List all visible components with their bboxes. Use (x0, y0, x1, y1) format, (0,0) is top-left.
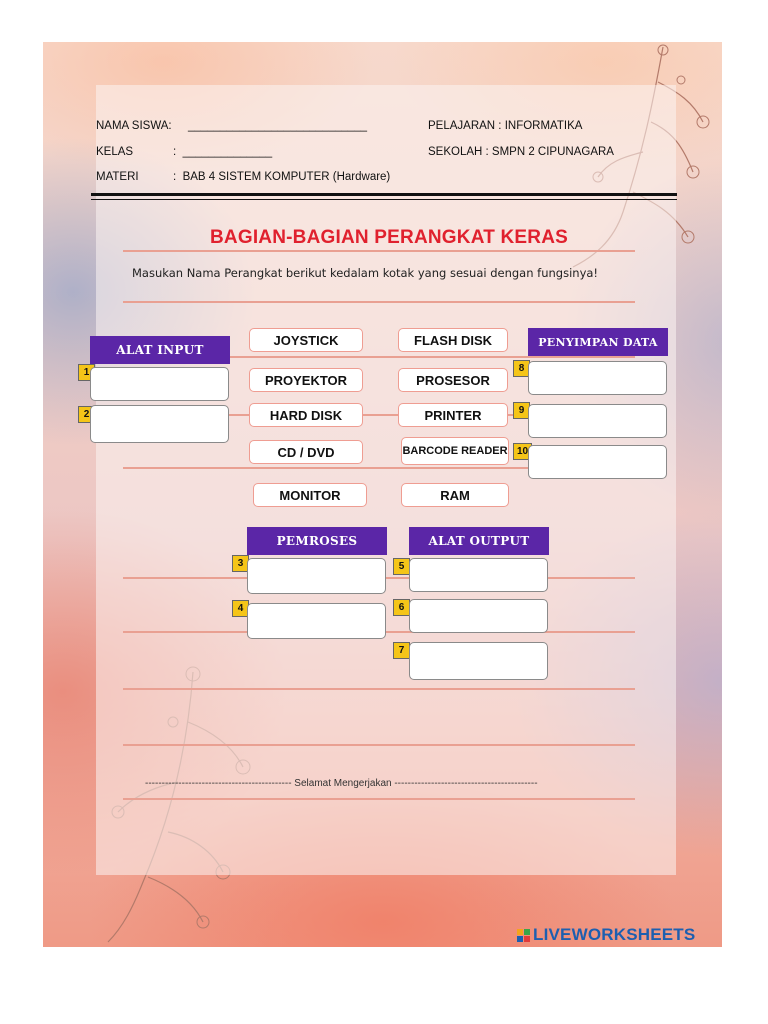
answer-number-badge: 3 (232, 555, 249, 572)
answer-box-1[interactable] (90, 367, 229, 401)
answer-box-2[interactable] (90, 405, 229, 443)
answer-number-badge: 5 (393, 558, 410, 575)
category-alat-input-header: ALAT INPUT (90, 336, 230, 364)
option-printer[interactable]: PRINTER (398, 403, 508, 427)
category-pemroses-header: PEMROSES (247, 527, 387, 555)
answer-box-3[interactable] (247, 558, 386, 594)
header-divider-thin (91, 199, 677, 200)
option-barcode-reader[interactable]: BARCODE READER (401, 437, 509, 465)
option-monitor[interactable]: MONITOR (253, 483, 367, 507)
answer-number-badge: 2 (78, 406, 95, 423)
ruled-line (123, 744, 635, 746)
option-flash-disk[interactable]: FLASH DISK (398, 328, 508, 352)
answer-number-badge: 10 (513, 443, 532, 460)
option-proyektor[interactable]: PROYEKTOR (249, 368, 363, 392)
instruction-text: Masukan Nama Perangkat berikut kedalam kotak yang sesuai dengan fungsinya! (132, 266, 599, 280)
ruled-line (123, 301, 635, 303)
footer-closing-text: -------------------------------------------- Selamat Mengerjakan ------------------------------------------- (145, 778, 538, 789)
answer-number-badge: 8 (513, 360, 530, 377)
ruled-line (123, 688, 635, 690)
answer-number-badge: 6 (393, 599, 410, 616)
liveworksheets-brand (517, 925, 695, 945)
answer-number-badge: 4 (232, 600, 249, 617)
liveworksheets-logo-icon (517, 929, 530, 942)
category-penyimpan-data-header: PENYIMPAN DATA (528, 328, 668, 356)
pelajaran-text: PELAJARAN : INFORMATIKA (428, 120, 583, 132)
option-ram[interactable]: RAM (401, 483, 509, 507)
kelas-field[interactable]: : ______________ (173, 146, 273, 158)
header-divider (91, 193, 677, 196)
answer-number-badge: 7 (393, 642, 410, 659)
worksheet-paper (96, 85, 676, 875)
answer-box-6[interactable] (409, 599, 548, 633)
sekolah-text: SEKOLAH : SMPN 2 CIPUNAGARA (428, 146, 614, 158)
page-title: BAGIAN-BAGIAN PERANGKAT KERAS (210, 227, 569, 248)
brand-text: LIVEWORKSHEETS (533, 925, 696, 944)
ruled-line (123, 250, 635, 252)
option-joystick[interactable]: JOYSTICK (249, 328, 363, 352)
kelas-label: KELAS (96, 146, 134, 158)
answer-box-4[interactable] (247, 603, 386, 639)
answer-box-7[interactable] (409, 642, 548, 680)
option-hard-disk[interactable]: HARD DISK (249, 403, 363, 427)
answer-box-5[interactable] (409, 558, 548, 592)
answer-number-badge: 1 (78, 364, 95, 381)
answer-number-badge: 9 (513, 402, 530, 419)
option-cd-dvd[interactable]: CD / DVD (249, 440, 363, 464)
category-alat-output-header: ALAT OUTPUT (409, 527, 549, 555)
option-prosesor[interactable]: PROSESOR (398, 368, 508, 392)
answer-box-8[interactable] (528, 361, 667, 395)
answer-box-10[interactable] (528, 445, 667, 479)
nama-siswa-label: NAMA SISWA: (96, 120, 172, 132)
materi-value: : BAB 4 SISTEM KOMPUTER (Hardware) (173, 171, 391, 183)
nama-siswa-field[interactable]: ____________________________ (188, 120, 368, 132)
ruled-line (123, 798, 635, 800)
worksheet-background (43, 42, 722, 947)
materi-label: MATERI (96, 171, 139, 183)
answer-box-9[interactable] (528, 404, 667, 438)
